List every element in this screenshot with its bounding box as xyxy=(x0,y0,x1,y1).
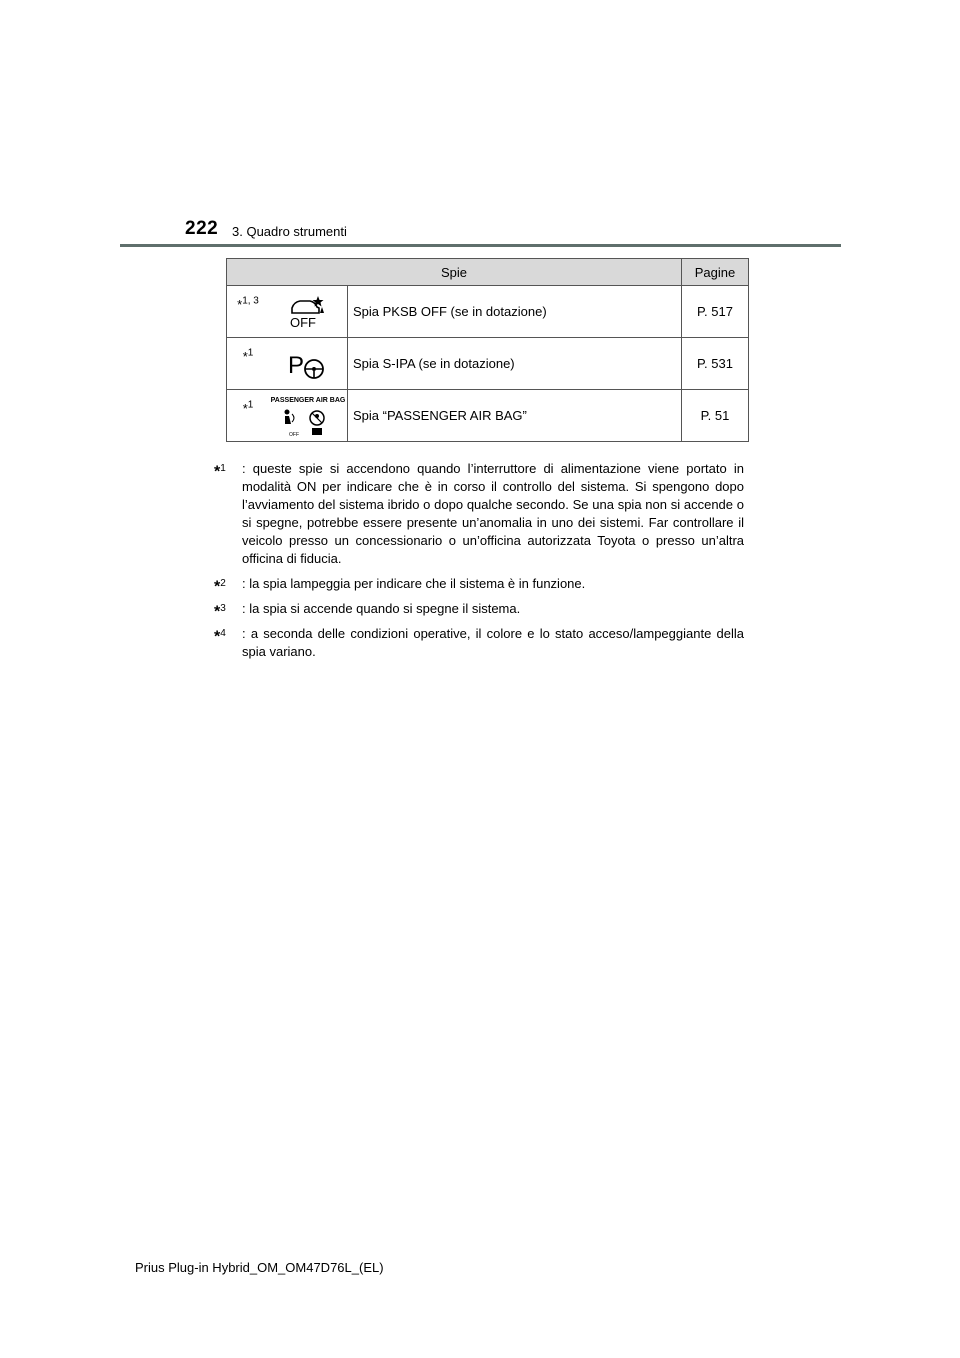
header-spie: Spie xyxy=(227,259,682,286)
table-row xyxy=(227,286,749,338)
mark-sup: 1 xyxy=(247,399,254,411)
pksb-off-icon xyxy=(288,294,328,330)
footnote-marker: *$^4$ xyxy=(214,628,226,646)
footnote-marker: *$^2$ xyxy=(214,578,226,596)
s-ipa-icon xyxy=(288,347,328,381)
row-description: Spia “PASSENGER AIR BAG” xyxy=(348,390,682,442)
footnote-4 xyxy=(214,625,744,661)
row-icon-cell xyxy=(269,286,348,338)
header-pagine: Pagine xyxy=(682,259,749,286)
row-mark xyxy=(227,390,270,442)
s-ipa-letter: P xyxy=(288,351,305,379)
footnote-marker: *$^3$ xyxy=(214,603,226,621)
footnote-marker: *$^1$ xyxy=(214,463,226,481)
row-page-ref[interactable]: P. 51 xyxy=(682,390,749,442)
passenger-airbag-icon xyxy=(269,394,347,438)
footnote-text: : queste spie si accendono quando l’interruttore di alimentazione viene portato in modalità ON per indicare che è in corso il controllo del sistema. Si spengono dopo l’avviamento del sistema ibrido o dopo qualche secondo. Se una spia non si accende o si spegne, potrebbe essere presente un’anomalia in uno dei sistemi. Far controllare il veicolo presso un concessionario o un’officina autorizzata Toyota o presso un’altra officina di fiducia. xyxy=(242,461,744,566)
page-number: 222 xyxy=(185,218,219,239)
row-description: Spia S-IPA (se in dotazione) xyxy=(348,338,682,390)
row-page-ref[interactable]: P. 517 xyxy=(682,286,749,338)
row-mark xyxy=(227,338,270,390)
pksb-off-label: OFF xyxy=(290,314,316,330)
airbag-title: PASSENGER AIR BAG xyxy=(270,396,346,404)
footer-doc-id: Prius Plug-in Hybrid_OM_OM47D76L_(EL) xyxy=(135,1260,384,1275)
svg-text:OFF: OFF xyxy=(289,431,299,438)
table-row xyxy=(227,338,749,390)
row-page-ref[interactable]: P. 531 xyxy=(682,338,749,390)
row-icon-cell xyxy=(269,338,348,390)
footnote-text: : la spia lampeggia per indicare che il sistema è in funzione. xyxy=(242,576,586,591)
row-mark xyxy=(227,286,270,338)
footnote-2 xyxy=(214,575,744,596)
mark-sup: 1, 3 xyxy=(242,295,259,307)
table-row xyxy=(227,390,749,442)
warning-lights-table xyxy=(226,258,749,442)
section-title: 3. Quadro strumenti xyxy=(232,224,347,239)
header-divider xyxy=(120,244,841,247)
footnote-text: : a seconda delle condizioni operative, il colore e lo stato acceso/lampeggiante della spia variano. xyxy=(242,626,744,659)
row-description: Spia PKSB OFF (se in dotazione) xyxy=(348,286,682,338)
footnotes xyxy=(214,460,744,668)
footnote-3 xyxy=(214,600,744,621)
mark-star: * xyxy=(237,296,243,312)
row-icon-cell xyxy=(269,390,348,442)
footnote-1 xyxy=(214,460,744,568)
table-header-row xyxy=(227,259,749,286)
mark-star: * xyxy=(242,348,248,364)
mark-sup: 1 xyxy=(247,347,254,359)
mark-star: * xyxy=(242,400,248,416)
footnote-text: : la spia si accende quando si spegne il sistema. xyxy=(242,601,521,616)
